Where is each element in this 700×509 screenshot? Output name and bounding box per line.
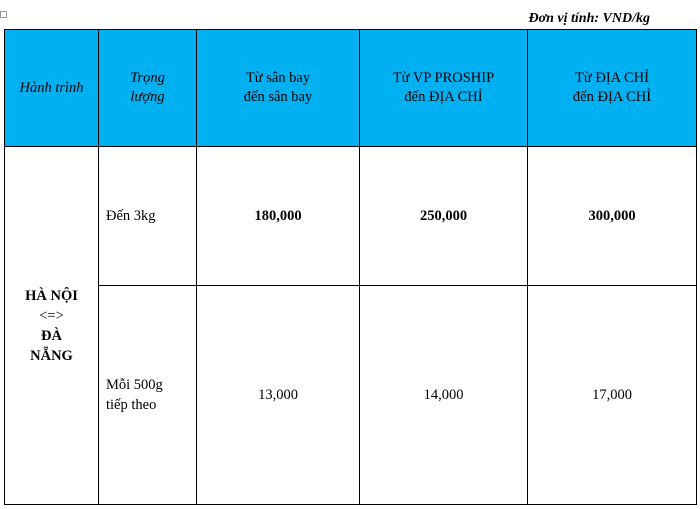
- header-weight: [99, 30, 197, 147]
- header-route: [5, 30, 99, 147]
- price-cell: 180,000: [197, 147, 360, 286]
- header-weight-line2: lượng: [130, 89, 165, 105]
- price-cell: 300,000: [528, 147, 697, 286]
- route-destination-line2: NẴNG: [30, 347, 73, 364]
- header-route-label: Hành trình: [19, 79, 84, 96]
- header-weight-line1: Trọng: [130, 70, 165, 86]
- header-airport-to-airport: [197, 30, 360, 147]
- route-cell: [5, 147, 99, 505]
- table-header-row: [5, 30, 697, 147]
- route-separator: <=>: [39, 307, 64, 324]
- table-row: [5, 147, 697, 286]
- route-destination-line1: ĐÀ: [41, 327, 62, 344]
- header-col2-line2: đến ĐỊA CHỈ: [404, 89, 483, 105]
- weight-label: Đến 3kg: [106, 208, 156, 224]
- header-col2-line1: Từ VP PROSHIP: [392, 70, 495, 86]
- header-address-to-address: [528, 30, 697, 147]
- weight-label-line1: Mỗi 500g: [106, 377, 163, 393]
- price-cell: 14,000: [360, 286, 528, 505]
- weight-label-line2: tiếp theo: [106, 397, 157, 413]
- table-row: [5, 286, 697, 505]
- shipping-price-table: [4, 29, 697, 505]
- route-origin: HÀ NỘI: [25, 287, 78, 304]
- table-move-handle[interactable]: [0, 11, 7, 18]
- header-col1-line2: đến sân bay: [243, 89, 313, 105]
- price-cell: 13,000: [197, 286, 360, 505]
- header-col3-line1: Từ ĐỊA CHỈ: [575, 70, 649, 86]
- weight-cell: [99, 147, 197, 286]
- weight-cell: [99, 286, 197, 505]
- unit-note: Đơn vị tính: VND/kg: [528, 11, 650, 26]
- header-col1-line1: Từ sân bay: [245, 70, 311, 86]
- price-cell: 250,000: [360, 147, 528, 286]
- price-cell: 17,000: [528, 286, 697, 505]
- header-office-to-address: [360, 30, 528, 147]
- header-col3-line2: đến ĐỊA CHỈ: [572, 89, 652, 105]
